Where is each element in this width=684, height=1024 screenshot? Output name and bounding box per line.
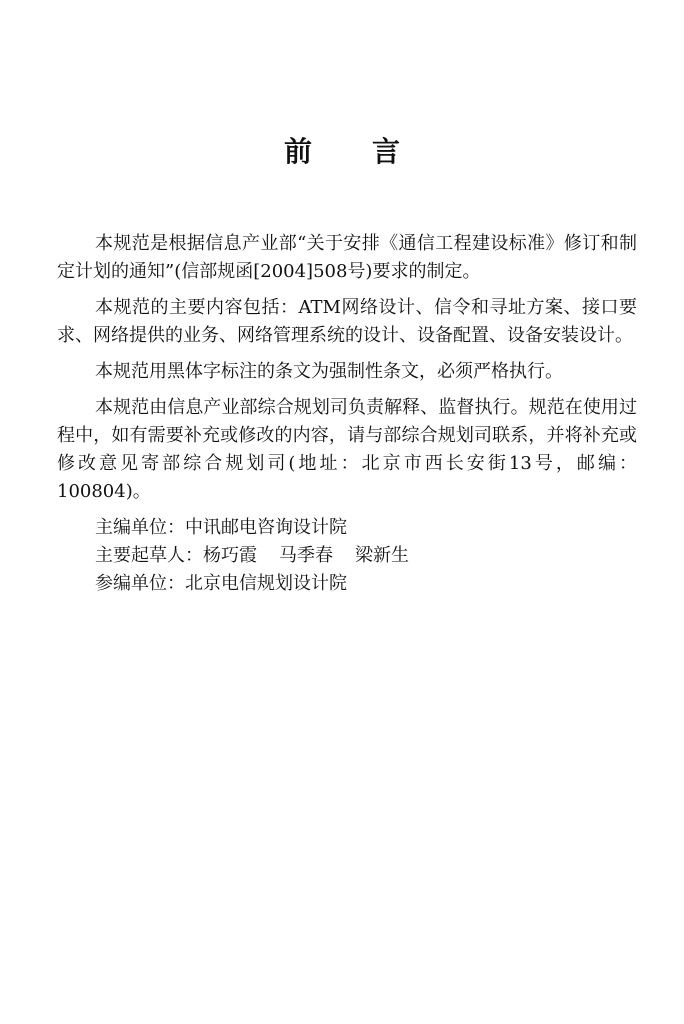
participating-unit: 参编单位：北京电信规划设计院 [95,573,347,594]
drafters-label: 主要起草人：杨巧霞 [95,545,257,566]
title-char-2: 言 [372,135,401,168]
page-title [0,134,684,170]
title-char-1: 前 [283,135,312,168]
document-body [57,230,637,598]
paragraph-1: 本规范是根据信息产业部“关于安排《通信工程建设标准》修订和制定计划的通知”(信部规函[2004]508号)要求的制定。 [57,233,637,282]
main-drafters [57,542,637,570]
paragraph-4: 本规范由信息产业部综合规划司负责解释、监督执行。规范在使用过程中，如有需要补充或修改的内容，请与部综合规划司联系，并将补充或修改意见寄部综合规划司(地址：北京市西长安街13号，邮编：100804)。 [57,397,637,502]
paragraph-3: 本规范用黑体字标注的条文为强制性条文，必须严格执行。 [95,361,563,382]
drafter-2: 马季春 [279,545,333,566]
chief-editor-unit: 主编单位：中讯邮电咨询设计院 [95,517,347,538]
paragraph-2: 本规范的主要内容包括：ATM网络设计、信令和寻址方案、接口要求、网络提供的业务、网络管理系统的设计、设备配置、设备安装设计。 [57,297,637,346]
drafter-3: 梁新生 [355,545,409,566]
